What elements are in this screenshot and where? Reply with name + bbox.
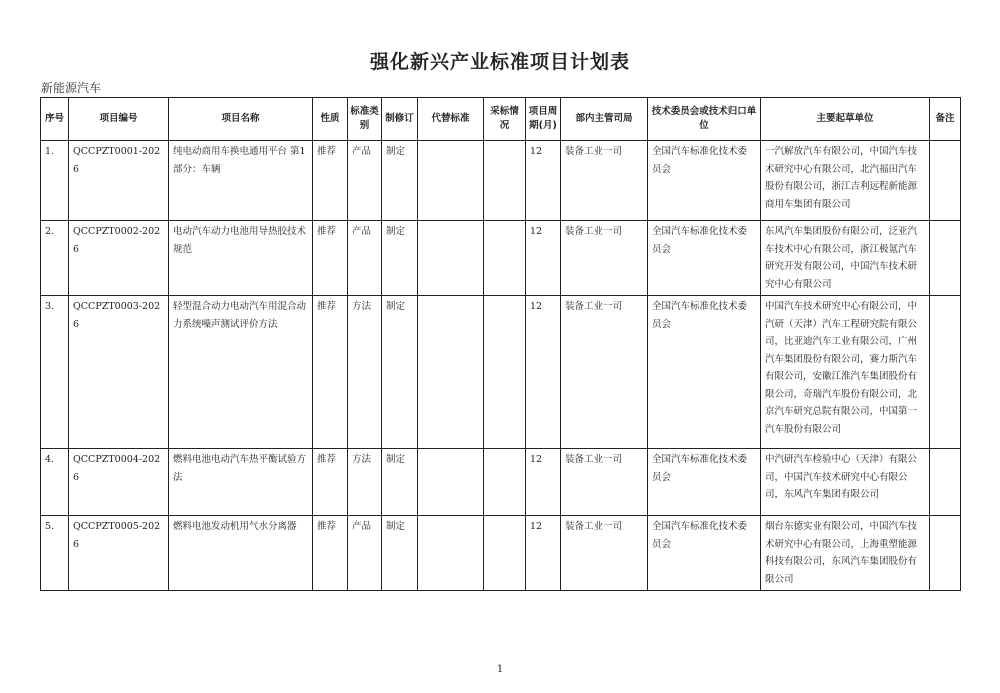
cell-dept: 装备工业一司 — [561, 296, 648, 449]
cell-replace — [418, 141, 484, 221]
cell-nature: 推荐 — [313, 141, 348, 221]
cell-code: QCCPZT0003-2026 — [69, 296, 169, 449]
cell-no: 1. — [41, 141, 69, 221]
header-row — [41, 98, 961, 141]
cell-no: 3. — [41, 296, 69, 449]
cell-replace — [418, 449, 484, 516]
cell-name: 燃料电池电动汽车热平衡试验方法 — [169, 449, 313, 516]
column-header: 备注 — [930, 98, 961, 141]
cell-category: 产品 — [348, 516, 382, 591]
cell-nature: 推荐 — [313, 516, 348, 591]
cell-committee: 全国汽车标准化技术委员会 — [648, 221, 761, 296]
cell-code: QCCPZT0005-2026 — [69, 516, 169, 591]
column-header: 技术委员会或技术归口单位 — [648, 98, 761, 141]
cell-category: 方法 — [348, 449, 382, 516]
cell-remark — [930, 221, 961, 296]
cell-period: 12 — [526, 296, 561, 449]
cell-dept: 装备工业一司 — [561, 516, 648, 591]
cell-drafters: 东风汽车集团股份有限公司，泛亚汽车技术中心有限公司，浙江极氪汽车研究开发有限公司，中国汽车技术研究中心有限公司 — [761, 221, 930, 296]
cell-adopt — [484, 296, 526, 449]
cell-dept: 装备工业一司 — [561, 141, 648, 221]
section-heading: 新能源汽车 — [41, 81, 102, 95]
cell-category: 方法 — [348, 296, 382, 449]
cell-drafters: 一汽解放汽车有限公司，中国汽车技术研究中心有限公司，北汽福田汽车股份有限公司，浙江吉利远程新能源商用车集团有限公司 — [761, 141, 930, 221]
cell-adopt — [484, 221, 526, 296]
table-row — [41, 296, 961, 449]
cell-dept: 装备工业一司 — [561, 449, 648, 516]
cell-name: 燃料电池发动机用气水分离器 — [169, 516, 313, 591]
cell-category: 产品 — [348, 221, 382, 296]
cell-revision: 制定 — [382, 516, 418, 591]
column-header: 项目名称 — [169, 98, 313, 141]
column-header: 序号 — [41, 98, 69, 141]
column-header: 主要起草单位 — [761, 98, 930, 141]
cell-code: QCCPZT0001-2026 — [69, 141, 169, 221]
cell-no: 2. — [41, 221, 69, 296]
cell-code: QCCPZT0002-2026 — [69, 221, 169, 296]
cell-nature: 推荐 — [313, 296, 348, 449]
cell-committee: 全国汽车标准化技术委员会 — [648, 296, 761, 449]
cell-remark — [930, 516, 961, 591]
cell-remark — [930, 296, 961, 449]
cell-committee: 全国汽车标准化技术委员会 — [648, 516, 761, 591]
page-number: 1 — [496, 664, 504, 675]
cell-revision: 制定 — [382, 141, 418, 221]
column-header: 部内主管司局 — [561, 98, 648, 141]
cell-replace — [418, 516, 484, 591]
cell-nature: 推荐 — [313, 221, 348, 296]
cell-dept: 装备工业一司 — [561, 221, 648, 296]
standards-plan-table — [40, 97, 961, 591]
cell-period: 12 — [526, 516, 561, 591]
cell-committee: 全国汽车标准化技术委员会 — [648, 449, 761, 516]
cell-no: 5. — [41, 516, 69, 591]
column-header: 制修订 — [382, 98, 418, 141]
cell-name: 电动汽车动力电池用导热胶技术规范 — [169, 221, 313, 296]
cell-nature: 推荐 — [313, 449, 348, 516]
cell-period: 12 — [526, 141, 561, 221]
table-row — [41, 516, 961, 591]
cell-replace — [418, 221, 484, 296]
column-header: 采标情况 — [484, 98, 526, 141]
cell-drafters: 中国汽车技术研究中心有限公司，中汽研（天津）汽车工程研究院有限公司，比亚迪汽车工业有限公司，广州汽车集团股份有限公司，赛力斯汽车有限公司，安徽江淮汽车集团股份有限公司，奇瑞汽车股份有限公司，北京汽车研究总院有限公司，中国第一汽车股份有限公司 — [761, 296, 930, 449]
cell-committee: 全国汽车标准化技术委员会 — [648, 141, 761, 221]
cell-revision: 制定 — [382, 296, 418, 449]
cell-code: QCCPZT0004-2026 — [69, 449, 169, 516]
cell-revision: 制定 — [382, 449, 418, 516]
cell-category: 产品 — [348, 141, 382, 221]
cell-remark — [930, 141, 961, 221]
cell-name: 轻型混合动力电动汽车用混合动力系统噪声测试评价方法 — [169, 296, 313, 449]
column-header: 性质 — [313, 98, 348, 141]
column-header: 项目周期(月) — [526, 98, 561, 141]
column-header: 标准类别 — [348, 98, 382, 141]
cell-remark — [930, 449, 961, 516]
cell-drafters: 中汽研汽车检验中心（天津）有限公司，中国汽车技术研究中心有限公司，东风汽车集团有限公司 — [761, 449, 930, 516]
table-row — [41, 141, 961, 221]
column-header: 项目编号 — [69, 98, 169, 141]
cell-replace — [418, 296, 484, 449]
cell-adopt — [484, 449, 526, 516]
cell-period: 12 — [526, 221, 561, 296]
cell-revision: 制定 — [382, 221, 418, 296]
cell-name: 纯电动商用车换电通用平台 第1部分：车辆 — [169, 141, 313, 221]
page-title: 强化新兴产业标准项目计划表 — [369, 51, 630, 73]
column-header: 代替标准 — [418, 98, 484, 141]
cell-adopt — [484, 516, 526, 591]
cell-period: 12 — [526, 449, 561, 516]
cell-no: 4. — [41, 449, 69, 516]
cell-drafters: 烟台东德实业有限公司，中国汽车技术研究中心有限公司，上海重塑能源科技有限公司，东风汽车集团股份有限公司 — [761, 516, 930, 591]
table-row — [41, 221, 961, 296]
cell-adopt — [484, 141, 526, 221]
table-row — [41, 449, 961, 516]
